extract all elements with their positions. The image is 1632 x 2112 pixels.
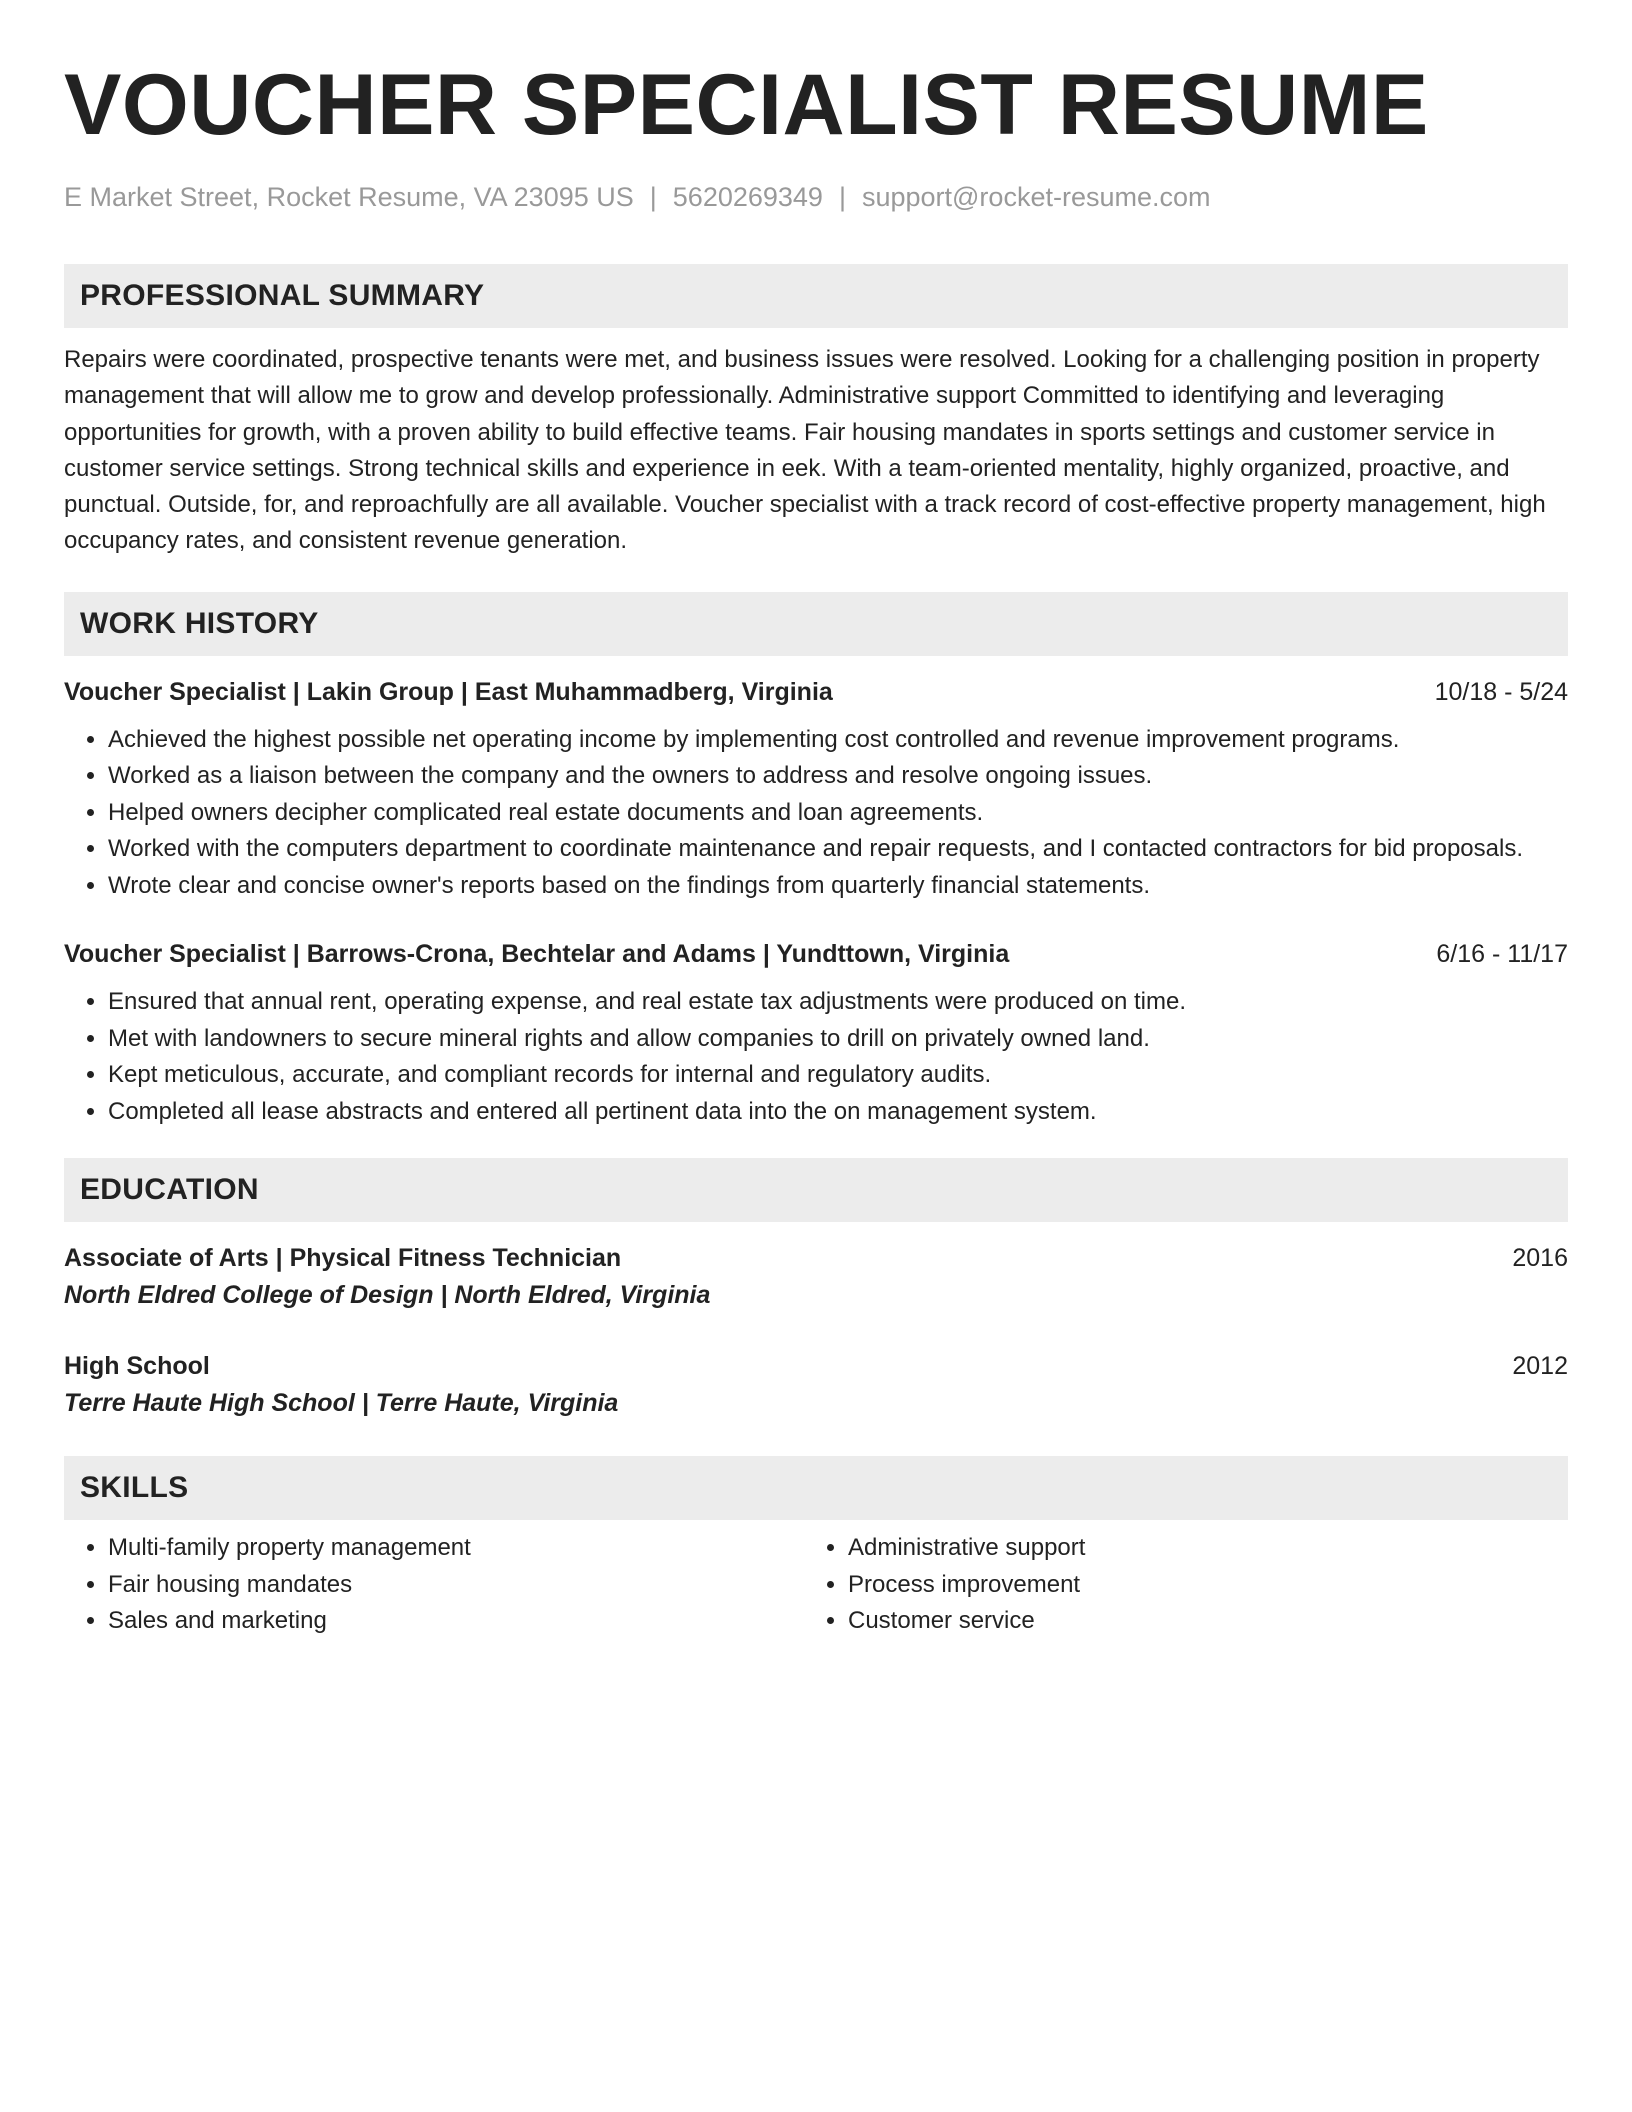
- education-degree: Associate of Arts | Physical Fitness Technician: [64, 1244, 622, 1273]
- job-bullet: • Completed all lease abstracts and entered all pertinent data into the on management system.: [108, 1094, 1568, 1131]
- contact-phone: 5620269349: [672, 182, 823, 212]
- skill-item: • Customer service: [848, 1603, 1544, 1640]
- summary-text: Repairs were coordinated, prospective tenants were met, and business issues were resolved. Looking for a challenging position in property management that will allow me to grow and develop professionally. Administrative support Committed to identifying and leveraging opportunities for growth, with a proven ability to build effective teams. Fair housing mandates in sports settings and customer service in customer service settings. Strong technical skills and experience in eek. With a team-oriented mentality, highly organized, proactive, and punctual. Outside, for, and reproachfully are all available. Voucher specialist with a track record of cost-effective property management, high occupancy rates, and consistent revenue generation.: [64, 346, 1546, 555]
- job-header: [64, 936, 1568, 972]
- job-header: [64, 674, 1568, 710]
- job-bullet: • Worked with the computers department to coordinate maintenance and repair requests, and I contacted contractors for bid proposals.: [108, 831, 1568, 868]
- section-heading-skills: SKILLS: [64, 1456, 1568, 1520]
- contact-separator: |: [838, 182, 846, 212]
- skill-item: • Fair housing mandates: [108, 1567, 804, 1604]
- job-title: Voucher Specialist | Barrows-Crona, Bechtelar and Adams | Yundttown, Virginia: [64, 940, 1010, 969]
- education-entry: [64, 1348, 1568, 1422]
- skill-item: • Administrative support: [848, 1530, 1544, 1567]
- skill-item: • Sales and marketing: [108, 1603, 804, 1640]
- job-bullet: • Kept meticulous, accurate, and compliant records for internal and regulatory audits.: [108, 1057, 1568, 1094]
- education-year: 2012: [1512, 1352, 1568, 1381]
- job-bullet: • Helped owners decipher complicated real estate documents and loan agreements.: [108, 795, 1568, 832]
- education-header: [64, 1348, 1568, 1384]
- skill-item: • Multi-family property management: [108, 1530, 804, 1567]
- job-bullet: • Wrote clear and concise owner's reports based on the findings from quarterly financial statements.: [108, 868, 1568, 905]
- job-dates: 10/18 - 5/24: [1434, 677, 1568, 706]
- job-bullet: • Met with landowners to secure mineral rights and allow companies to drill on privately owned land.: [108, 1021, 1568, 1058]
- job-bullet: • Achieved the highest possible net operating income by implementing cost controlled and revenue improvement programs.: [108, 722, 1568, 759]
- job-bullets: [64, 984, 1568, 1130]
- skills-column-left: [64, 1530, 804, 1640]
- job-bullets: [64, 722, 1568, 905]
- contact-address: E Market Street, Rocket Resume, VA 23095 US: [64, 182, 634, 212]
- contact-email: support@rocket-resume.com: [861, 182, 1211, 212]
- skills-list: [64, 1530, 1568, 1640]
- job-entry: [64, 936, 1568, 1130]
- section-heading-education: EDUCATION: [64, 1158, 1568, 1222]
- education-header: [64, 1240, 1568, 1276]
- education-degree: High School: [64, 1352, 210, 1381]
- section-heading-summary: PROFESSIONAL SUMMARY: [64, 264, 1568, 328]
- education-entry: [64, 1240, 1568, 1314]
- job-dates: 6/16 - 11/17: [1436, 940, 1568, 969]
- resume-title: VOUCHER SPECIALIST RESUME: [64, 57, 1429, 153]
- education-school: North Eldred College of Design | North Eldred, Virginia: [64, 1281, 711, 1310]
- job-bullet: • Ensured that annual rent, operating expense, and real estate tax adjustments were produced on time.: [108, 984, 1568, 1021]
- contact-line: [64, 180, 1568, 214]
- education-school: Terre Haute High School | Terre Haute, Virginia: [64, 1389, 619, 1418]
- skills-column-right: [804, 1530, 1544, 1640]
- section-heading-work-history: WORK HISTORY: [64, 592, 1568, 656]
- job-bullet: • Worked as a liaison between the company and the owners to address and resolve ongoing issues.: [108, 758, 1568, 795]
- job-title: Voucher Specialist | Lakin Group | East Muhammadberg, Virginia: [64, 677, 833, 706]
- job-entry: [64, 674, 1568, 905]
- contact-separator: |: [649, 182, 657, 212]
- skill-item: • Process improvement: [848, 1567, 1544, 1604]
- education-year: 2016: [1512, 1244, 1568, 1273]
